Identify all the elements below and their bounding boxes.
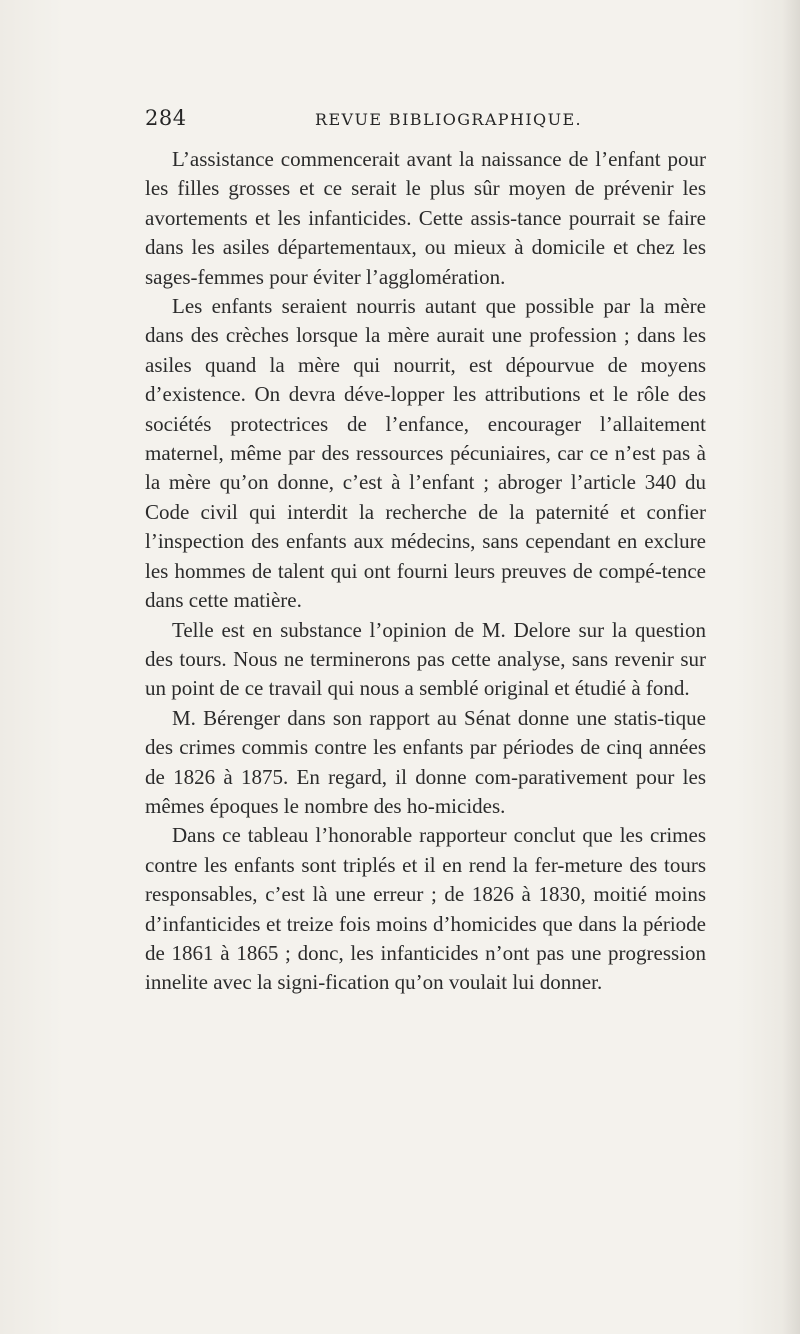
body-text	[145, 145, 706, 998]
running-title: REVUE BIBLIOGRAPHIQUE.	[315, 110, 583, 129]
paragraph: L’assistance commencerait avant la naissance de l’enfant pour les filles grosses et ce serait le plus sûr moyen de prévenir les avortements et les infanticides. Cette assis-tance pourrait se faire dans les asiles départementaux, ou mieux à domicile et chez les sages-femmes pour éviter l’agglomération.	[145, 147, 706, 289]
page-number: 284	[145, 106, 187, 130]
page-header	[145, 106, 705, 136]
paragraph: Telle est en substance l’opinion de M. Delore sur la question des tours. Nous ne terminerons pas cette analyse, sans revenir sur un point de ce travail qui nous a semblé original et étudié à fond.	[145, 617, 706, 701]
paragraph: Les enfants seraient nourris autant que possible par la mère dans des crèches lorsque la mère aurait une profession ; dans les asiles quand la mère qui nourrit, est dépourvue de moyens d’existence. On devra déve-lopper les attributions et le rôle des sociétés protectrices de l’enfance, encourager l’allaitement maternel, même par des ressources pécuniaires, car ce n’est pas à la mère qu’on donne, c’est à l’enfant ; abroger l’article 340 du Code civil qui interdit la recherche de la paternité et confier l’inspection des enfants aux médecins, sans cependant en exclure les hommes de talent qui ont fourni leurs preuves de compé-tence dans cette matière.	[145, 294, 706, 613]
page-binding-shadow	[782, 0, 800, 1334]
paragraph: Dans ce tableau l’honorable rapporteur conclut que les crimes contre les enfants sont triplés et il en rend la fer-meture des tours responsables, c’est là une erreur ; de 1826 à 1830, moitié moins d’infanticides et treize fois moins d’homicides que dans la période de 1861 à 1865 ; donc, les infanticides n’ont pas une progression innelite avec la signi-fication qu’on voulait lui donner.	[145, 823, 706, 995]
paragraph: M. Bérenger dans son rapport au Sénat donne une statis-tique des crimes commis contre les enfants par périodes de cinq années de 1826 à 1875. En regard, il donne com-parativement pour les mêmes époques le nombre des ho-micides.	[145, 705, 706, 818]
